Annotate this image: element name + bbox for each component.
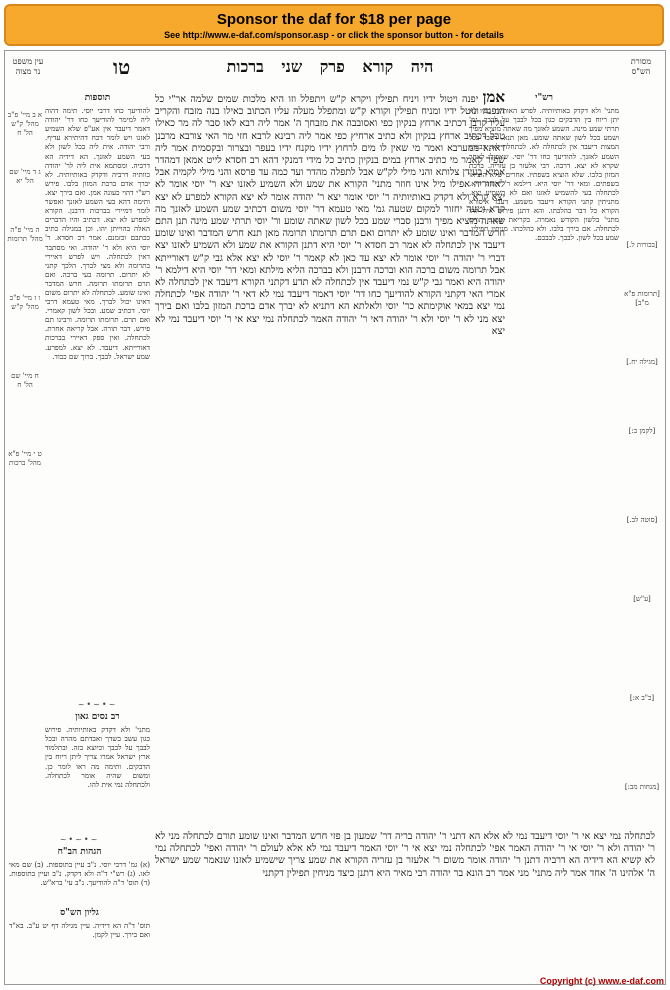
gemara-body: יפנה ויטול ידיו ויניח תפילין ויקרא ק"ש ויתפלל וזו היא מלכות שמים שלמה אר"י כל הנפנה ונוטל ידיו ומניח תפילין וקורא ק"ש ומתפלל מעלה עליו הכתוב כאילו בנה מזבח והקריב עליו קרבן דכתיב ארחץ בנקיון כפי ואסובבה את מזבחך ה' אמר ליה רבא לאו סבר לה מר כאילו טבל דכתיב ארחץ בנקיון ולא כתיב ארחיץ כפי אמר ליה רבינא לרבא חזי מר האי צורבא מרבנן דאתא ממערבא ואמר מי שאין לו מים לרחוץ ידיו מקנח ידיו בעפר ובצרור ובקסמית אמר ליה שפיר קאמר מי כתיב ארחץ במים בנקיון כתיב כל מידי דמנקי דהא רב חסדא לייט אמאן דמהדר אמיא בעידן צלותא והני מילי לק"ש אבל לתפלה מהדר ועד כמה עד פרסא והני מילי לקמיה אבל לאחוריה אפילו מיל אינו חוזר מתני' הקורא את שמע ולא השמיע לאזנו יצא ר' יוסי אומר לא יצא קרא ולא דקדק באותיותיה ר' יוסי אומר יצא ר' יהודה אומר לא יצא הקורא למפרע לא יצא קרא וטעה יחזור למקום שטעה גמ' מאי טעמא דר' יוסי משום דכתיב שמע השמע לאזנך מה שאתה מוציא מפיך ורבנן סברי שמע בכל לשון שאתה שומע ור' יוסי תרתי שמע מינה תנן התם חרש המדבר ואינו שומע לא יתרום ואם תרם תרומתו תרומה מאן תנא חרש המדבר ואינו שומע דיעבד אין לכתחלה לא אמר רב חסדא ר' יוסי היא דתנן הקורא את שמע ולא השמיע לאזנו יצא דברי ר' יהודה ר' יוסי אומר לא יצא עד כאן לא קאמר ר' יוסי לא יצא אלא גבי ק"ש דאורייתא אבל תרומה משום ברכה הוא וברכה דרבנן ולא בברכה הליא מילתא ומאי דר' יוסי היא דילמא ר' יהודה היא ואמר גבי ק"ש נמי דיעבד אין לכתחלה לא תדע דקתני הקורא דיעבד אין לכתחלה לא אמרי האי דקתני הקורא להודיעך כחו דר' יוסי דאמר דיעבד נמי לא דאי ר' יהודה אפי' לכתחלה נמי יצא במאי אוקימתא כר' יוסי ולאלתא הא דתניא לא יברך אדם ברכת המזון בלבו ואם בירך יצא מני לא ר' יוסי ולא ר' יהודה דאי ר' יהודה האמר לכתחלה נמי יצא אי ר' יוסי דיעבד נמי לא יצא <box>155 94 505 337</box>
daf-number: טו <box>113 55 131 79</box>
gemara-continuation <box>155 831 655 971</box>
tosafot-label: תוספות <box>84 93 111 103</box>
talmud-page <box>4 50 666 985</box>
gilyon-body: תוס' ד"ה הא דידיה. עיין מגילה דף יט ע"ב. בא"ד ואם בירך. עיין לקמן. <box>9 921 150 940</box>
sponsor-subtitle[interactable]: See http://www.e-daf.com/sponsor.asp - or click the sponsor button - for details <box>164 30 504 40</box>
ein-mishpat-note: א ב מיי' פ"ב מהל' ק"ש הל' ח <box>7 111 43 137</box>
rabbeinu-nissim-body: מתני' ולא דקדק באותיותיה. פירוש כגון עשב בשדך ואבדתם מהרה ובכל לבבך על לבבך וכיוצא בזה. ובתלמוד ארץ ישראל אמרו צריך ליתן ריוח בין הדבקים. ותימה מה ראו לומר כן. ומשום שהיה אומר לכתחלה. ולכתחלה נמי אית להו. <box>45 725 150 789</box>
rabbeinu-nissim-column <box>45 696 150 826</box>
gemara-continuation-body: לכתחלה נמי יצא אי ר' יוסי דיעבד נמי לא אלא הא דתני ר' יהודה בריה דר' שמעון בן פזי חרש המדבר ואינו שומע תורם לכתחלה מני לא ר' יהודה ולא ר' יוסי אי ר' יהודה האמר אפי' לכתחלה נמי יצא אי ר' יוסי האמר דיעבד נמי לא אלא לעולם ר' יהודה ואפי' לכתחלה נמי לא קשיא הא דידיה הא דרביה דתנן ר' יהודה אומר משום ר' אלעזר בן עזריה הקורא את שמע צריך שישמיע לאזנו שנאמר שמע ישראל ה' אלהינו ה' אחד אמר ליה מתני' מני אמר רב הונא בר יהודה רבי מאיר היא דתנן כיצד מניחין תפילין דקתני <box>155 831 655 879</box>
running-head: היה קורא פרק שני ברכות <box>226 57 434 76</box>
hagahot-body: (א) גמ' דרבי יוסי. נ"ב עיין בתוספות. (ב) שם מאי לאו. (ג) רש"י ד"ה ולא דקדק. נ"ב ועיין בתוספות. (ד) תוס' ד"ה להודיעך. נ"ב עי' ברא"ש. <box>9 860 150 888</box>
masoret-note: [מגילה יח.] <box>626 358 658 366</box>
ein-mishpat-note: ט י מיי' פ"א מהל' ברכות <box>8 450 42 467</box>
masoret-hashas-label: מסורת הש"ס <box>630 57 652 76</box>
ornament-divider: ~•~•~ <box>59 835 100 844</box>
gilyon-column <box>9 906 150 976</box>
sponsor-title[interactable]: Sponsor the daf for $18 per page <box>216 11 452 28</box>
rashi-column <box>469 91 619 826</box>
masoret-note: [ע"ש] <box>633 595 651 603</box>
masoret-note: [כ"ב א:] <box>629 694 655 702</box>
tosafot-column <box>45 91 150 691</box>
tosafot-body: להודיעך כחו דרבי יוסי. תימה דהוה ליה למימר להודיעך כחו דר' יהודה דאמר דיעבד אין אע"פ שלא השמיע לאזנו ויש לומר דכח דהיתירא עדיף. ורבי יהודה. אית ליה בכל לשון ולא בעי השמע לאזנך. הא דידיה הא דרביה. ומסתמא אית ליה לר' יהודה כוותיה דרביה ודקדק באותיותיה. לא יברך אדם ברכת המזון בלבו. פירש רש"י דהוי כעונה אמן. ואם בירך יצא. ותימה דהא בעי השמע לאזנך ואפשר לומר דמיירי בברכות דרבנן. הקורא למפרע לא יצא. דכתיב והיו הדברים האלה בהוייתן יהו. וכן במגילה כתיב ככתבם וכזמנם. אמר רב חסדא. ר' יוסי היא ולא ר' יהודה. ואי מסתבר דאין לכתחלה. ויש לפרש דאיירי בתרומה ולא מצי לברך. הלכך קתני לא יתרום. תרומה בעי ברכה. ואם תרם תרומתו תרומה. חרש המדבר ואינו שומע. לכתחלה לא יתרום משום דאינו יכול לברך. מאי טעמא דרבי יוסי. דכתיב שמע. ובכל לשון קאמרי. ואם תרם. תרומתו תרומה. ורבינו תם פירש. דבר תורה. אבל קריאה אחרת. לכתחלה. ואין ספק דאיירי בברכות דאורייתא. דיעבד. לא יצא. למפרע. שמע ישראל. לבבך. ברוך שם כבוד. <box>45 106 150 361</box>
gilyon-label: גליון הש"ס <box>60 908 99 918</box>
rabbeinu-nissim-label: רב נסים גאון <box>75 712 120 723</box>
ein-mishpat-note: ו ז מיי' פ"ב מהל' ק"ש <box>9 294 41 311</box>
ein-mishpat-note: ה מיי' פ"ה מהל' תרומות <box>7 226 43 243</box>
rashi-label: רש"י <box>535 93 553 103</box>
ein-mishpat-note: ג ד מיי' שם הל' יא <box>9 168 41 185</box>
copyright-link[interactable]: Copyright (c) www.e-daf.com <box>539 976 664 986</box>
ein-mishpat-note: ח מיי' שם הל' ח <box>11 372 39 389</box>
masoret-hashas-column <box>623 91 661 961</box>
hagahot-column <box>9 831 150 901</box>
gemara-opener: אמן <box>482 91 505 106</box>
masoret-note: [מנחות מב:] <box>624 783 660 791</box>
masoret-note: [לקמן כ:] <box>628 427 656 435</box>
gemara-text <box>155 91 505 831</box>
masoret-note: [תרומות פ"א מ"ב] <box>624 290 660 307</box>
hagahot-label: הגהות הב"ח <box>57 847 102 858</box>
sponsor-banner[interactable] <box>4 4 664 46</box>
ein-mishpat-label: עין משפט נר מצוה <box>12 57 44 76</box>
masoret-note: [סוטה לב.] <box>626 516 658 524</box>
spacer <box>9 296 43 298</box>
masoret-note: [בכורות ל.] <box>626 241 658 249</box>
rashi-body: מתני' ולא דקדק באותיותיה. לפרש האותיות בפיו לא יתן ריוח בין הדבקים כגון בכל לבבך על לבבך. גמ' תרתי שמע מינה. השמע לאזנך מה שאתה מוציא מפיך ושמע בכל לשון שאתה שומע. מאן תנא. דסבר בכל המצות דיעבד אין לכתחלה לא. לכתחלה לא. דבעינן השמע לאזנך. להודיעך כחו דר' יוסי. שאפילו לאחר שקרא לא יצא. דרבה. רבי אלעזר בן עזריה. ברכת המזון בלבו. שלא הוציא בשפתיו. אחרים שלא הוציאו בשפתים. ומאי דר' יוסי היא. דילמא ר' יהודה היא. לכתחלה בעי להשמיע לאזנו ואם לא השמיע יצא. מתניתין קתני הקורא דיעבד משמע. דעבד איסורא הקורא כל דבר כהלכתו. והא דתנן פירוש אית להו מתני' בלשון הקודש נאמרה. בקריאת שמע. תורם לכתחלה. אם בירך בלבו. ולא כהלכתו. מניחין תפילין. שמע בכל לשון. לבבך. לבבכם. <box>469 106 619 243</box>
ornament-divider: ~•~•~ <box>77 700 118 709</box>
